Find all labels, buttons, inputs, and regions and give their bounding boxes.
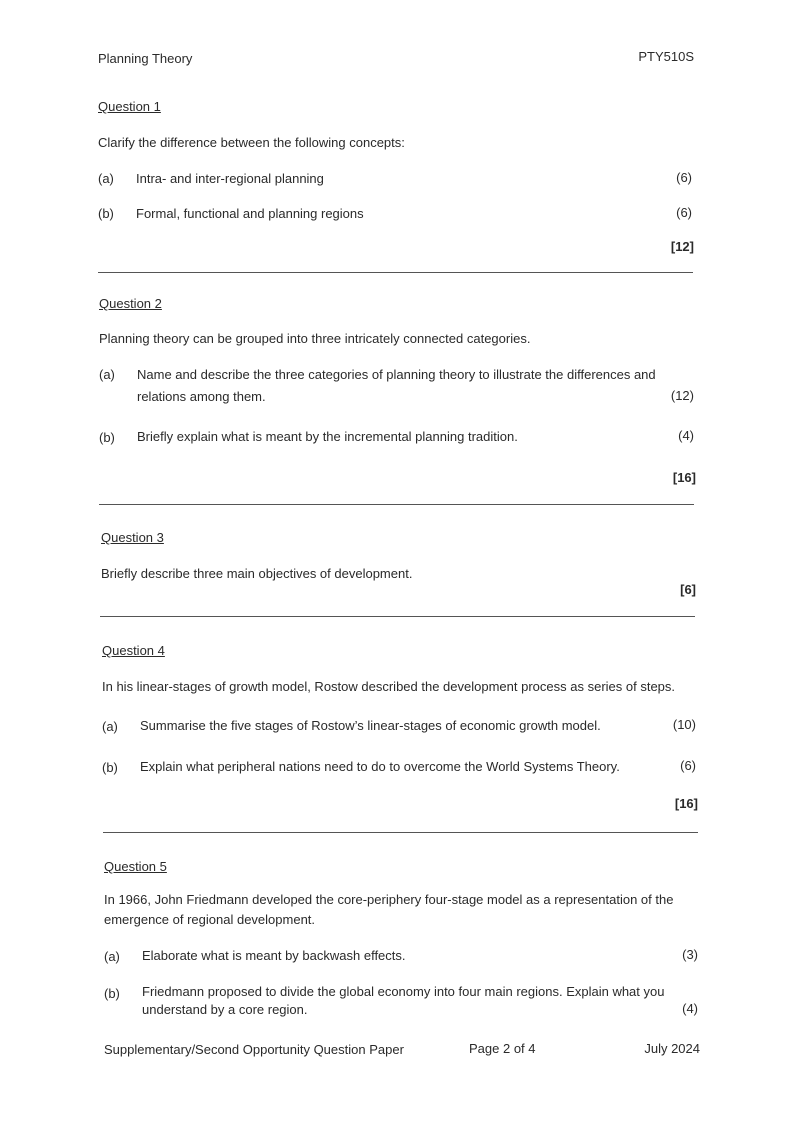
q5-b-label: (b) — [104, 986, 120, 1001]
q4-a-marks: (10) — [672, 717, 696, 732]
q1-a-text: Intra- and inter-regional planning — [136, 171, 324, 186]
q5-b-text-line1: Friedmann proposed to divide the global economy into four main regions. Explain what you — [142, 984, 665, 999]
q2-b-text: Briefly explain what is meant by the incremental planning tradition. — [137, 429, 518, 444]
q4-intro: In his linear-stages of growth model, Rostow described the development process as series of steps. — [102, 679, 676, 694]
q1-total: [12] — [670, 239, 694, 254]
q3-heading: Question 3 — [101, 530, 164, 545]
q1-b-marks: (6) — [676, 205, 692, 220]
q1-b-label: (b) — [98, 206, 114, 221]
q4-b-label: (b) — [102, 760, 118, 775]
q3-total: [6] — [680, 582, 696, 597]
q2-b-marks: (4) — [678, 428, 694, 443]
q5-a-text: Elaborate what is meant by backwash effects. — [142, 948, 406, 963]
q5-intro-line2: emergence of regional development. — [104, 912, 316, 927]
q4-divider — [103, 832, 698, 833]
q4-a-text: Summarise the five stages of Rostow’s linear-stages of economic growth model. — [140, 718, 601, 733]
q1-intro: Clarify the difference between the following concepts: — [98, 135, 405, 150]
q2-a-text-line2: relations among them. — [137, 389, 266, 404]
q4-heading: Question 4 — [102, 643, 165, 658]
q2-a-marks: (12) — [670, 388, 694, 403]
q2-heading: Question 2 — [99, 296, 162, 311]
q2-divider — [99, 504, 694, 505]
q4-b-text: Explain what peripheral nations need to do to overcome the World Systems Theory. — [140, 759, 620, 774]
footer-paper-title: Supplementary/Second Opportunity Question Paper — [104, 1042, 404, 1057]
q4-b-marks: (6) — [680, 758, 696, 773]
q3-divider — [100, 616, 695, 617]
q1-heading: Question 1 — [98, 99, 161, 114]
q2-total: [16] — [672, 470, 696, 485]
course-title: Planning Theory — [98, 51, 193, 66]
q2-a-label: (a) — [99, 367, 115, 382]
q5-heading: Question 5 — [104, 859, 167, 874]
course-code: PTY510S — [638, 49, 694, 64]
footer-page-number: Page 2 of 4 — [469, 1041, 536, 1056]
q2-b-label: (b) — [99, 430, 115, 445]
q1-divider — [98, 272, 693, 273]
q4-total: [16] — [674, 796, 698, 811]
q3-intro: Briefly describe three main objectives of development. — [101, 566, 413, 581]
q5-b-text-line2: understand by a core region. — [142, 1002, 308, 1017]
q5-a-label: (a) — [104, 949, 120, 964]
q5-b-marks: (4) — [682, 1001, 698, 1016]
q2-intro: Planning theory can be grouped into three intricately connected categories. — [99, 331, 531, 346]
q5-intro-line1: In 1966, John Friedmann developed the core-periphery four-stage model as a representation of the — [104, 892, 674, 907]
q1-b-text: Formal, functional and planning regions — [136, 206, 364, 221]
q1-a-marks: (6) — [676, 170, 692, 185]
q1-a-label: (a) — [98, 171, 114, 186]
q5-a-marks: (3) — [682, 947, 698, 962]
footer-date: July 2024 — [644, 1041, 700, 1056]
q4-a-label: (a) — [102, 719, 118, 734]
q2-a-text-line1: Name and describe the three categories of planning theory to illustrate the differences and — [137, 367, 656, 382]
